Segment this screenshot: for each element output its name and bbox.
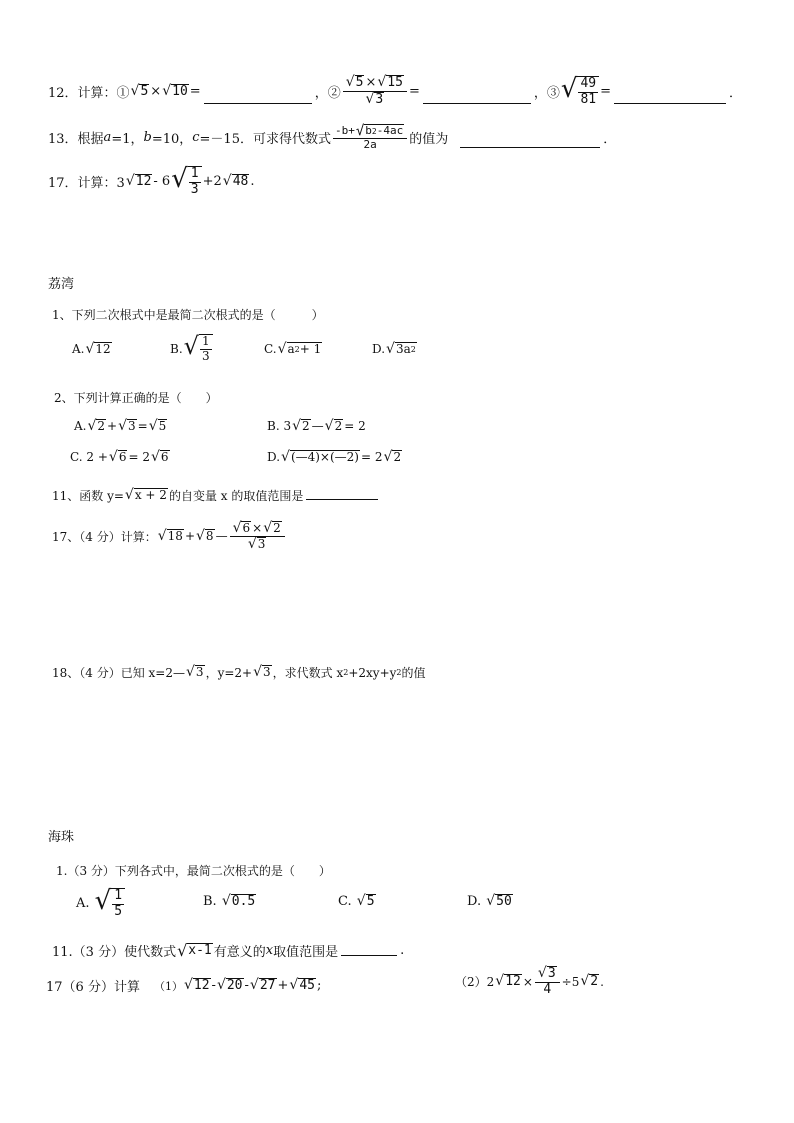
haizhu-q1-stem: 1.（3 分）下列各式中，最简二次根式的是（ ） bbox=[56, 864, 331, 878]
haizhu-q17-label: 17（6 分）计算 bbox=[46, 980, 140, 995]
haizhu-q11: 11.（3 分）使代数式 √ x-1 有意义的 x 取值范围是 . bbox=[52, 940, 405, 960]
q13-var-b: b bbox=[143, 130, 152, 146]
liwan-q1-option-c: C. √ a 2 + 1 bbox=[264, 341, 322, 357]
haizhu-q1-option-b: B. √ 0.5 bbox=[203, 893, 256, 910]
liwan-q1-option-d: D. √ 3a 2 bbox=[372, 341, 416, 357]
q12-end: ． bbox=[729, 86, 743, 102]
q13-eq3: =－15．可求得代数式 bbox=[199, 132, 331, 148]
q12-fraction-2: √ 5 × √ 15 √ 3 bbox=[343, 75, 407, 108]
liwan-q11: 11、函数 y= √ x + 2 的自变量 x 的取值范围是 bbox=[52, 487, 381, 504]
haizhu-q1-option-a: A. √ $\frac{1}{5}$ bbox=[76, 888, 126, 920]
question-17-top bbox=[48, 166, 255, 198]
liwan-q17: 17、（4 分）计算： √ 18 + √ 8 — √ 6 × √ 2 √ 3 bbox=[52, 521, 287, 552]
liwan-q18: 18、（4 分）已知 x=2— √ 3 ，y=2+ √ 3 ，求代数式 x 2 +2xy+y 2 的值 bbox=[52, 664, 426, 681]
q12-sqrt-fraction: √ $\frac{49}{81}$ bbox=[561, 76, 599, 108]
q13-var-c: c bbox=[192, 130, 200, 146]
q13-label: 13．根据 bbox=[48, 132, 104, 148]
q12-equals-2: = bbox=[408, 84, 420, 100]
q17-end: . bbox=[250, 174, 255, 190]
q17-sqrt-third: √ $\frac{1}{3}$ bbox=[171, 166, 201, 198]
section-title-liwan: 荔湾 bbox=[48, 277, 75, 292]
q13-end: ． bbox=[603, 132, 617, 148]
question-13-top bbox=[48, 124, 616, 152]
q17-sqrt-48: √ 48 bbox=[222, 172, 249, 189]
liwan-q2-stem: 2、下列计算正确的是（ ） bbox=[54, 391, 218, 405]
haizhu-q17-part2: （2）2 √ 12 × √ 3 4 ÷5 √ 2 . bbox=[455, 965, 604, 997]
haizhu-q17-part1: 17（6 分）计算 （1） √ 12 - √ 20 - √ 27 + √ 45 ; bbox=[46, 976, 322, 995]
q13-eq2: =10， bbox=[151, 132, 193, 148]
q13-var-a: a bbox=[103, 130, 112, 146]
liwan-q1-option-a: A. √ 12 bbox=[72, 341, 111, 357]
q12-part3-label: ，③ bbox=[533, 86, 560, 102]
q17-plus: +2 bbox=[202, 174, 222, 190]
q12-blank-2 bbox=[423, 102, 531, 104]
haizhu-q1-option-d: D. √ 50 bbox=[467, 893, 512, 910]
section-title-haizhu: 海珠 bbox=[48, 830, 75, 845]
q12-sqrt-10: √ 10 bbox=[162, 82, 188, 99]
q12-equals-3: = bbox=[600, 84, 611, 100]
q12-times: × bbox=[150, 84, 162, 100]
q17-minus: - 6 bbox=[153, 174, 171, 190]
haizhu-q1-option-c: C. √ 5 bbox=[338, 893, 375, 910]
q12-sqrt-5: √ 5 bbox=[130, 82, 149, 99]
q17-sqrt-12: √ 12 bbox=[125, 172, 152, 189]
q12-blank-1 bbox=[204, 102, 312, 104]
q13-eq1: =1， bbox=[111, 132, 144, 148]
liwan-q11-blank bbox=[306, 498, 378, 500]
liwan-q1-option-b: B. √ $\frac{1}{3}$ bbox=[170, 334, 214, 364]
liwan-q1-stem: 1、下列二次根式中是最简二次根式的是（ ） bbox=[52, 308, 324, 322]
haizhu-q11-blank bbox=[341, 954, 397, 956]
liwan-q2-option-b: B. 3 √ 2 — √ 2 = 2 bbox=[267, 418, 366, 434]
liwan-q2-option-d: D. √ (—4)×(—2) = 2 √ 2 bbox=[267, 449, 402, 465]
q12-equals-1: = bbox=[189, 84, 201, 100]
q17-label: 17．计算：3 bbox=[48, 176, 125, 192]
q13-expression: -b+ √ b 2 -4ac 2a bbox=[333, 124, 407, 152]
question-12-top bbox=[48, 75, 742, 108]
q13-blank bbox=[460, 146, 600, 148]
q12-blank-3 bbox=[614, 102, 726, 104]
liwan-q2-option-a: A. √ 2 + √ 3 = √ 5 bbox=[74, 418, 167, 434]
q12-part2-label: ，② bbox=[314, 86, 341, 102]
liwan-q2-option-c: C. 2 + √ 6 = 2 √ 6 bbox=[70, 449, 169, 465]
q13-tail: 的值为 bbox=[409, 132, 449, 148]
q12-label: 12．计算：① bbox=[48, 86, 130, 102]
